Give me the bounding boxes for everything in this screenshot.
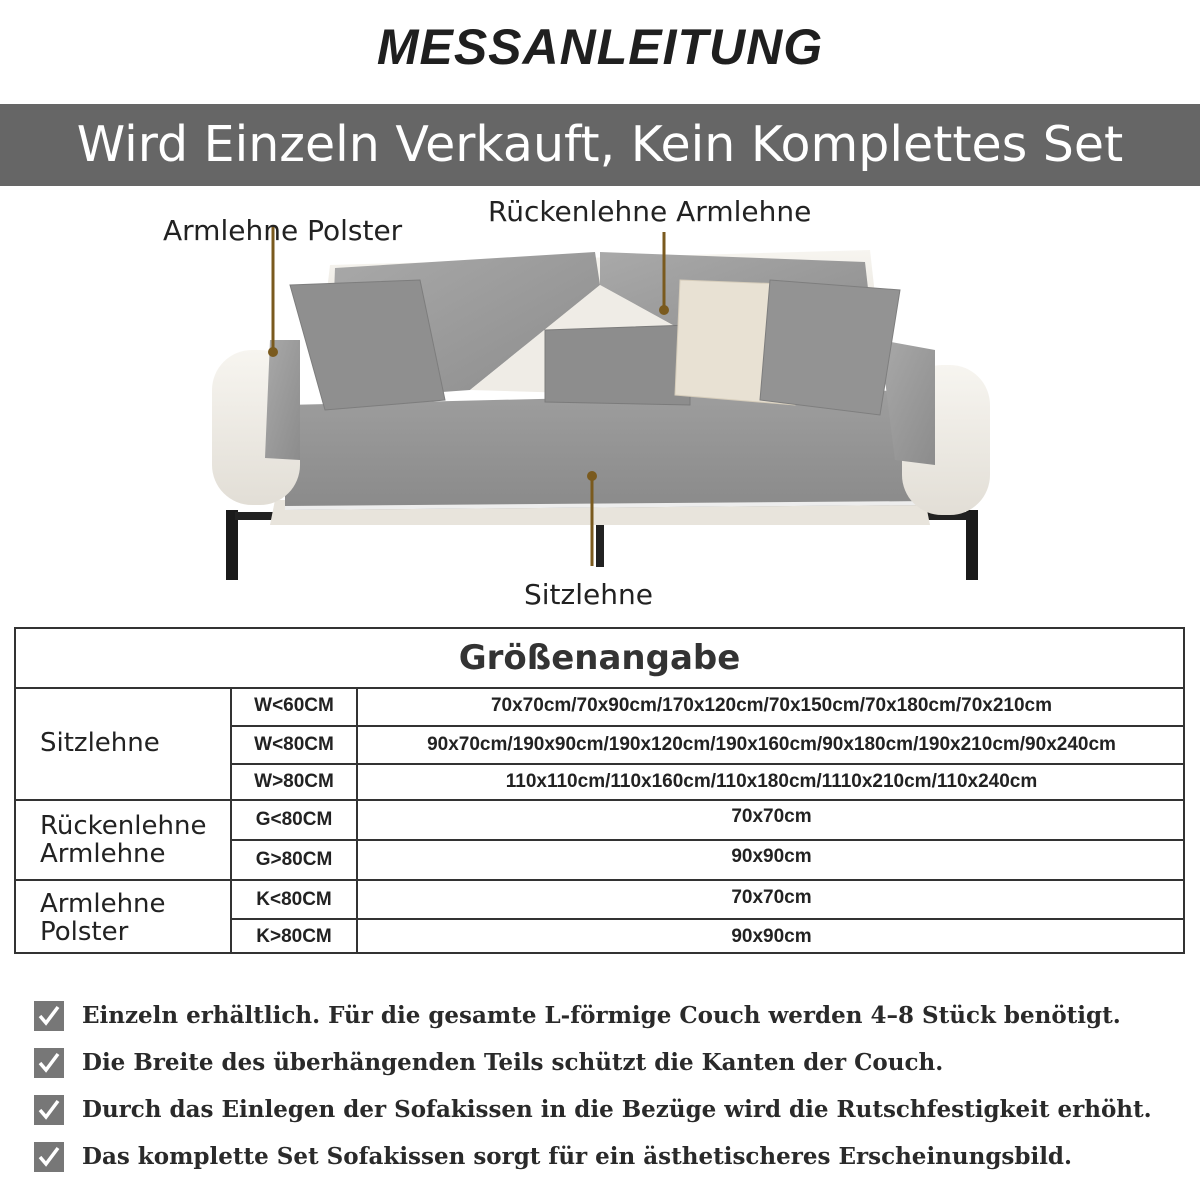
check-icon: [34, 1048, 64, 1078]
category-armrest: [16, 881, 230, 954]
check-icon: [34, 1095, 64, 1125]
list-item: [34, 1086, 1184, 1133]
list-item: [34, 1039, 1184, 1086]
size-table: [14, 627, 1185, 954]
notes-list: [34, 992, 1184, 1180]
note-text: Durch das Einlegen der Sofakissen in die Bezüge wird die Rutschfestigkeit erhöht.: [82, 1096, 1152, 1123]
sizes-cell: 90x90cm: [731, 926, 812, 947]
sizes-cell: 70x70cm: [731, 887, 812, 908]
sizes-cell: 70x70cm/70x90cm/170x120cm/70x150cm/70x180cm/70x210cm: [490, 695, 1052, 716]
condition-cell: W<80CM: [254, 734, 334, 755]
condition-cell: K<80CM: [256, 888, 332, 910]
note-text: Einzeln erhältlich. Für die gesamte L-förmige Couch werden 4–8 Stück benötigt.: [82, 1002, 1121, 1029]
condition-cell: G<80CM: [255, 809, 333, 830]
category-seat: Sitzlehne: [40, 728, 160, 758]
condition-cell: K>80CM: [256, 926, 332, 947]
check-icon: [34, 1142, 64, 1172]
sofa-image: [0, 190, 1200, 620]
label-armrest-cushion: Armlehne Polster: [163, 214, 403, 247]
list-item: [34, 992, 1184, 1039]
note-text: Die Breite des überhängenden Teils schützt die Kanten der Couch.: [82, 1049, 944, 1076]
category-line: Armlehne: [40, 839, 166, 869]
category-line: Polster: [40, 916, 129, 947]
label-backrest-armrest: Rückenlehne Armlehne: [488, 195, 812, 228]
condition-cell: W<60CM: [254, 695, 334, 716]
page-title: MESSANLEITUNG: [376, 19, 824, 75]
sizes-cell: 90x90cm: [731, 846, 812, 867]
banner: [0, 104, 1200, 186]
sizes-cell: 110x110cm/110x160cm/110x180cm/1110x210cm/110x240cm: [505, 771, 1038, 792]
size-table-title: Größenangabe: [16, 629, 1183, 689]
sizes-cell: 70x70cm: [731, 806, 812, 827]
check-icon: [34, 1001, 64, 1031]
list-item: [34, 1133, 1184, 1180]
condition-cell: G>80CM: [255, 849, 333, 870]
note-text: Das komplette Set Sofakissen sorgt für ein ästhetischeres Erscheinungsbild.: [82, 1143, 1073, 1170]
sofa-illustration: [0, 190, 1200, 620]
category-backrest: [16, 801, 230, 879]
sizes-cell: 90x70cm/190x90cm/190x120cm/190x160cm/90x180cm/190x210cm/90x240cm: [427, 734, 1116, 755]
condition-cell: W>80CM: [254, 771, 334, 792]
label-seat: Sitzlehne: [524, 578, 653, 611]
banner-text: Wird Einzeln Verkauft, Kein Komplettes Set: [76, 116, 1124, 173]
category-line: Armlehne: [40, 888, 166, 919]
category-line: Rückenlehne: [40, 811, 207, 841]
